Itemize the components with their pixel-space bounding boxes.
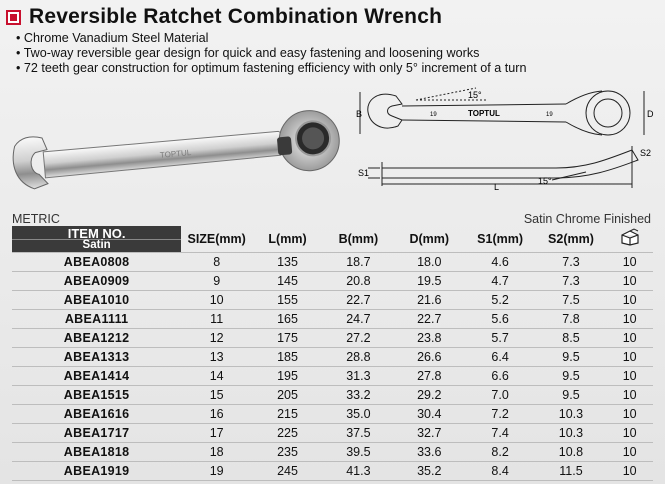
value-cell: 19 [181, 462, 252, 481]
col-header: L(mm) [268, 232, 307, 246]
value-cell: 33.2 [323, 386, 394, 405]
value-cell: 33.6 [394, 443, 465, 462]
dim-s1-label: S1 [358, 168, 370, 178]
value-cell: 7.8 [536, 310, 607, 329]
table-row [12, 462, 653, 481]
size-mark-right: 19 [546, 112, 553, 118]
value-cell: 145 [252, 272, 323, 291]
value-cell: 9 [181, 272, 252, 291]
value-cell: 155 [252, 291, 323, 310]
page-title: Reversible Ratchet Combination Wrench [29, 5, 443, 28]
value-cell: 30.4 [394, 405, 465, 424]
value-cell: 5.2 [465, 291, 536, 310]
value-cell: 27.2 [323, 329, 394, 348]
value-cell: 18.0 [394, 253, 465, 272]
value-cell: 10 [181, 291, 252, 310]
value-cell: 32.7 [394, 424, 465, 443]
col-header: S2(mm) [548, 232, 594, 246]
value-cell: 5.7 [465, 329, 536, 348]
item-number-cell: ABEA1616 [12, 405, 181, 424]
dimension-drawing-top [356, 84, 656, 140]
value-cell: 135 [252, 253, 323, 272]
col-header: D(mm) [409, 232, 450, 246]
spec-table [12, 226, 653, 481]
item-number-cell: ABEA1111 [12, 310, 181, 329]
item-number-cell: ABEA0909 [12, 272, 181, 291]
value-cell: 18.7 [323, 253, 394, 272]
table-row [12, 253, 653, 272]
item-number-cell: ABEA1717 [12, 424, 181, 443]
value-cell: 18 [181, 443, 252, 462]
feature-item: • 72 teeth gear construction for optimum fastening efficiency with only 5° increment of a turn [16, 61, 526, 76]
spec-table-body [12, 253, 653, 481]
item-number-cell: ABEA1313 [12, 348, 181, 367]
table-row [12, 291, 653, 310]
box-icon [620, 228, 640, 246]
value-cell: 10.8 [536, 443, 607, 462]
value-cell: 195 [252, 367, 323, 386]
value-cell: 10 [606, 348, 653, 367]
wrench-brand: TOPTUL [159, 148, 192, 160]
value-cell: 15 [181, 386, 252, 405]
value-cell: 21.6 [394, 291, 465, 310]
value-cell: 20.8 [323, 272, 394, 291]
value-cell: 14 [181, 367, 252, 386]
value-cell: 35.2 [394, 462, 465, 481]
value-cell: 175 [252, 329, 323, 348]
value-cell: 31.3 [323, 367, 394, 386]
value-cell: 10 [606, 462, 653, 481]
value-cell: 245 [252, 462, 323, 481]
value-cell: 215 [252, 405, 323, 424]
value-cell: 6.4 [465, 348, 536, 367]
qty-header [606, 226, 653, 253]
col-header: S1(mm) [477, 232, 524, 246]
value-cell: 185 [252, 348, 323, 367]
item-number-cell: ABEA1818 [12, 443, 181, 462]
value-cell: 13 [181, 348, 252, 367]
item-number-cell: ABEA1919 [12, 462, 181, 481]
value-cell: 39.5 [323, 443, 394, 462]
value-cell: 26.6 [394, 348, 465, 367]
value-cell: 10 [606, 386, 653, 405]
value-cell: 10 [606, 443, 653, 462]
item-number-cell: ABEA0808 [12, 253, 181, 272]
value-cell: 10.3 [536, 424, 607, 443]
value-cell: 22.7 [323, 291, 394, 310]
value-cell: 4.6 [465, 253, 536, 272]
table-row [12, 424, 653, 443]
side-angle-label: 15° [538, 176, 552, 186]
value-cell: 35.0 [323, 405, 394, 424]
value-cell: 7.3 [536, 272, 607, 291]
item-number-cell: ABEA1010 [12, 291, 181, 310]
item-no-header-sub: Satin [82, 239, 111, 251]
metric-label: METRIC [12, 212, 60, 226]
dim-s2-label: S2 [640, 148, 652, 158]
value-cell: 205 [252, 386, 323, 405]
value-cell: 7.4 [465, 424, 536, 443]
feature-item: • Chrome Vanadium Steel Material [16, 31, 526, 46]
dim-l-label: L [494, 182, 500, 192]
value-cell: 9.5 [536, 348, 607, 367]
finish-label: Satin Chrome Finished [523, 212, 651, 226]
value-cell: 41.3 [323, 462, 394, 481]
table-row [12, 405, 653, 424]
value-cell: 24.7 [323, 310, 394, 329]
feature-list [16, 31, 526, 76]
value-cell: 17 [181, 424, 252, 443]
value-cell: 10 [606, 424, 653, 443]
value-cell: 10 [606, 329, 653, 348]
title-row [6, 4, 442, 30]
item-no-header [12, 226, 181, 253]
table-row [12, 272, 653, 291]
value-cell: 29.2 [394, 386, 465, 405]
item-number-cell: ABEA1414 [12, 367, 181, 386]
value-cell: 22.7 [394, 310, 465, 329]
value-cell: 8.2 [465, 443, 536, 462]
table-row [12, 310, 653, 329]
wrench-photo [10, 110, 350, 200]
item-number-cell: ABEA1212 [12, 329, 181, 348]
value-cell: 16 [181, 405, 252, 424]
value-cell: 8.4 [465, 462, 536, 481]
value-cell: 7.5 [536, 291, 607, 310]
value-cell: 7.3 [536, 253, 607, 272]
table-row [12, 443, 653, 462]
item-no-header-label: ITEM NO. [12, 227, 181, 240]
value-cell: 27.8 [394, 367, 465, 386]
value-cell: 7.2 [465, 405, 536, 424]
value-cell: 225 [252, 424, 323, 443]
value-cell: 165 [252, 310, 323, 329]
value-cell: 10 [606, 310, 653, 329]
value-cell: 10 [606, 291, 653, 310]
table-row [12, 367, 653, 386]
value-cell: 12 [181, 329, 252, 348]
value-cell: 10 [606, 405, 653, 424]
angle-label: 15° [468, 90, 482, 100]
value-cell: 23.8 [394, 329, 465, 348]
value-cell: 9.5 [536, 367, 607, 386]
value-cell: 10 [606, 272, 653, 291]
value-cell: 4.7 [465, 272, 536, 291]
col-header: B(mm) [338, 232, 379, 246]
feature-item: • Two-way reversible gear design for quick and easy fastening and loosening works [16, 46, 526, 61]
value-cell: 8 [181, 253, 252, 272]
value-cell: 19.5 [394, 272, 465, 291]
value-cell: 7.0 [465, 386, 536, 405]
dim-b-label: B [356, 109, 363, 119]
value-cell: 9.5 [536, 386, 607, 405]
value-cell: 6.6 [465, 367, 536, 386]
col-header: SIZE(mm) [187, 232, 246, 246]
value-cell: 10 [606, 367, 653, 386]
dim-d-label: D [647, 109, 654, 119]
value-cell: 11.5 [536, 462, 607, 481]
value-cell: 5.6 [465, 310, 536, 329]
value-cell: 37.5 [323, 424, 394, 443]
drawing-brand: TOPTUL [468, 109, 500, 118]
value-cell: 8.5 [536, 329, 607, 348]
table-row [12, 348, 653, 367]
value-cell: 28.8 [323, 348, 394, 367]
size-mark-left: 19 [430, 112, 437, 118]
item-number-cell: ABEA1515 [12, 386, 181, 405]
value-cell: 10.3 [536, 405, 607, 424]
value-cell: 11 [181, 310, 252, 329]
dimension-drawing-side [356, 140, 656, 192]
value-cell: 235 [252, 443, 323, 462]
table-row [12, 329, 653, 348]
table-header-row [12, 226, 653, 253]
table-row [12, 386, 653, 405]
value-cell: 10 [606, 253, 653, 272]
title-square-icon [6, 10, 21, 25]
